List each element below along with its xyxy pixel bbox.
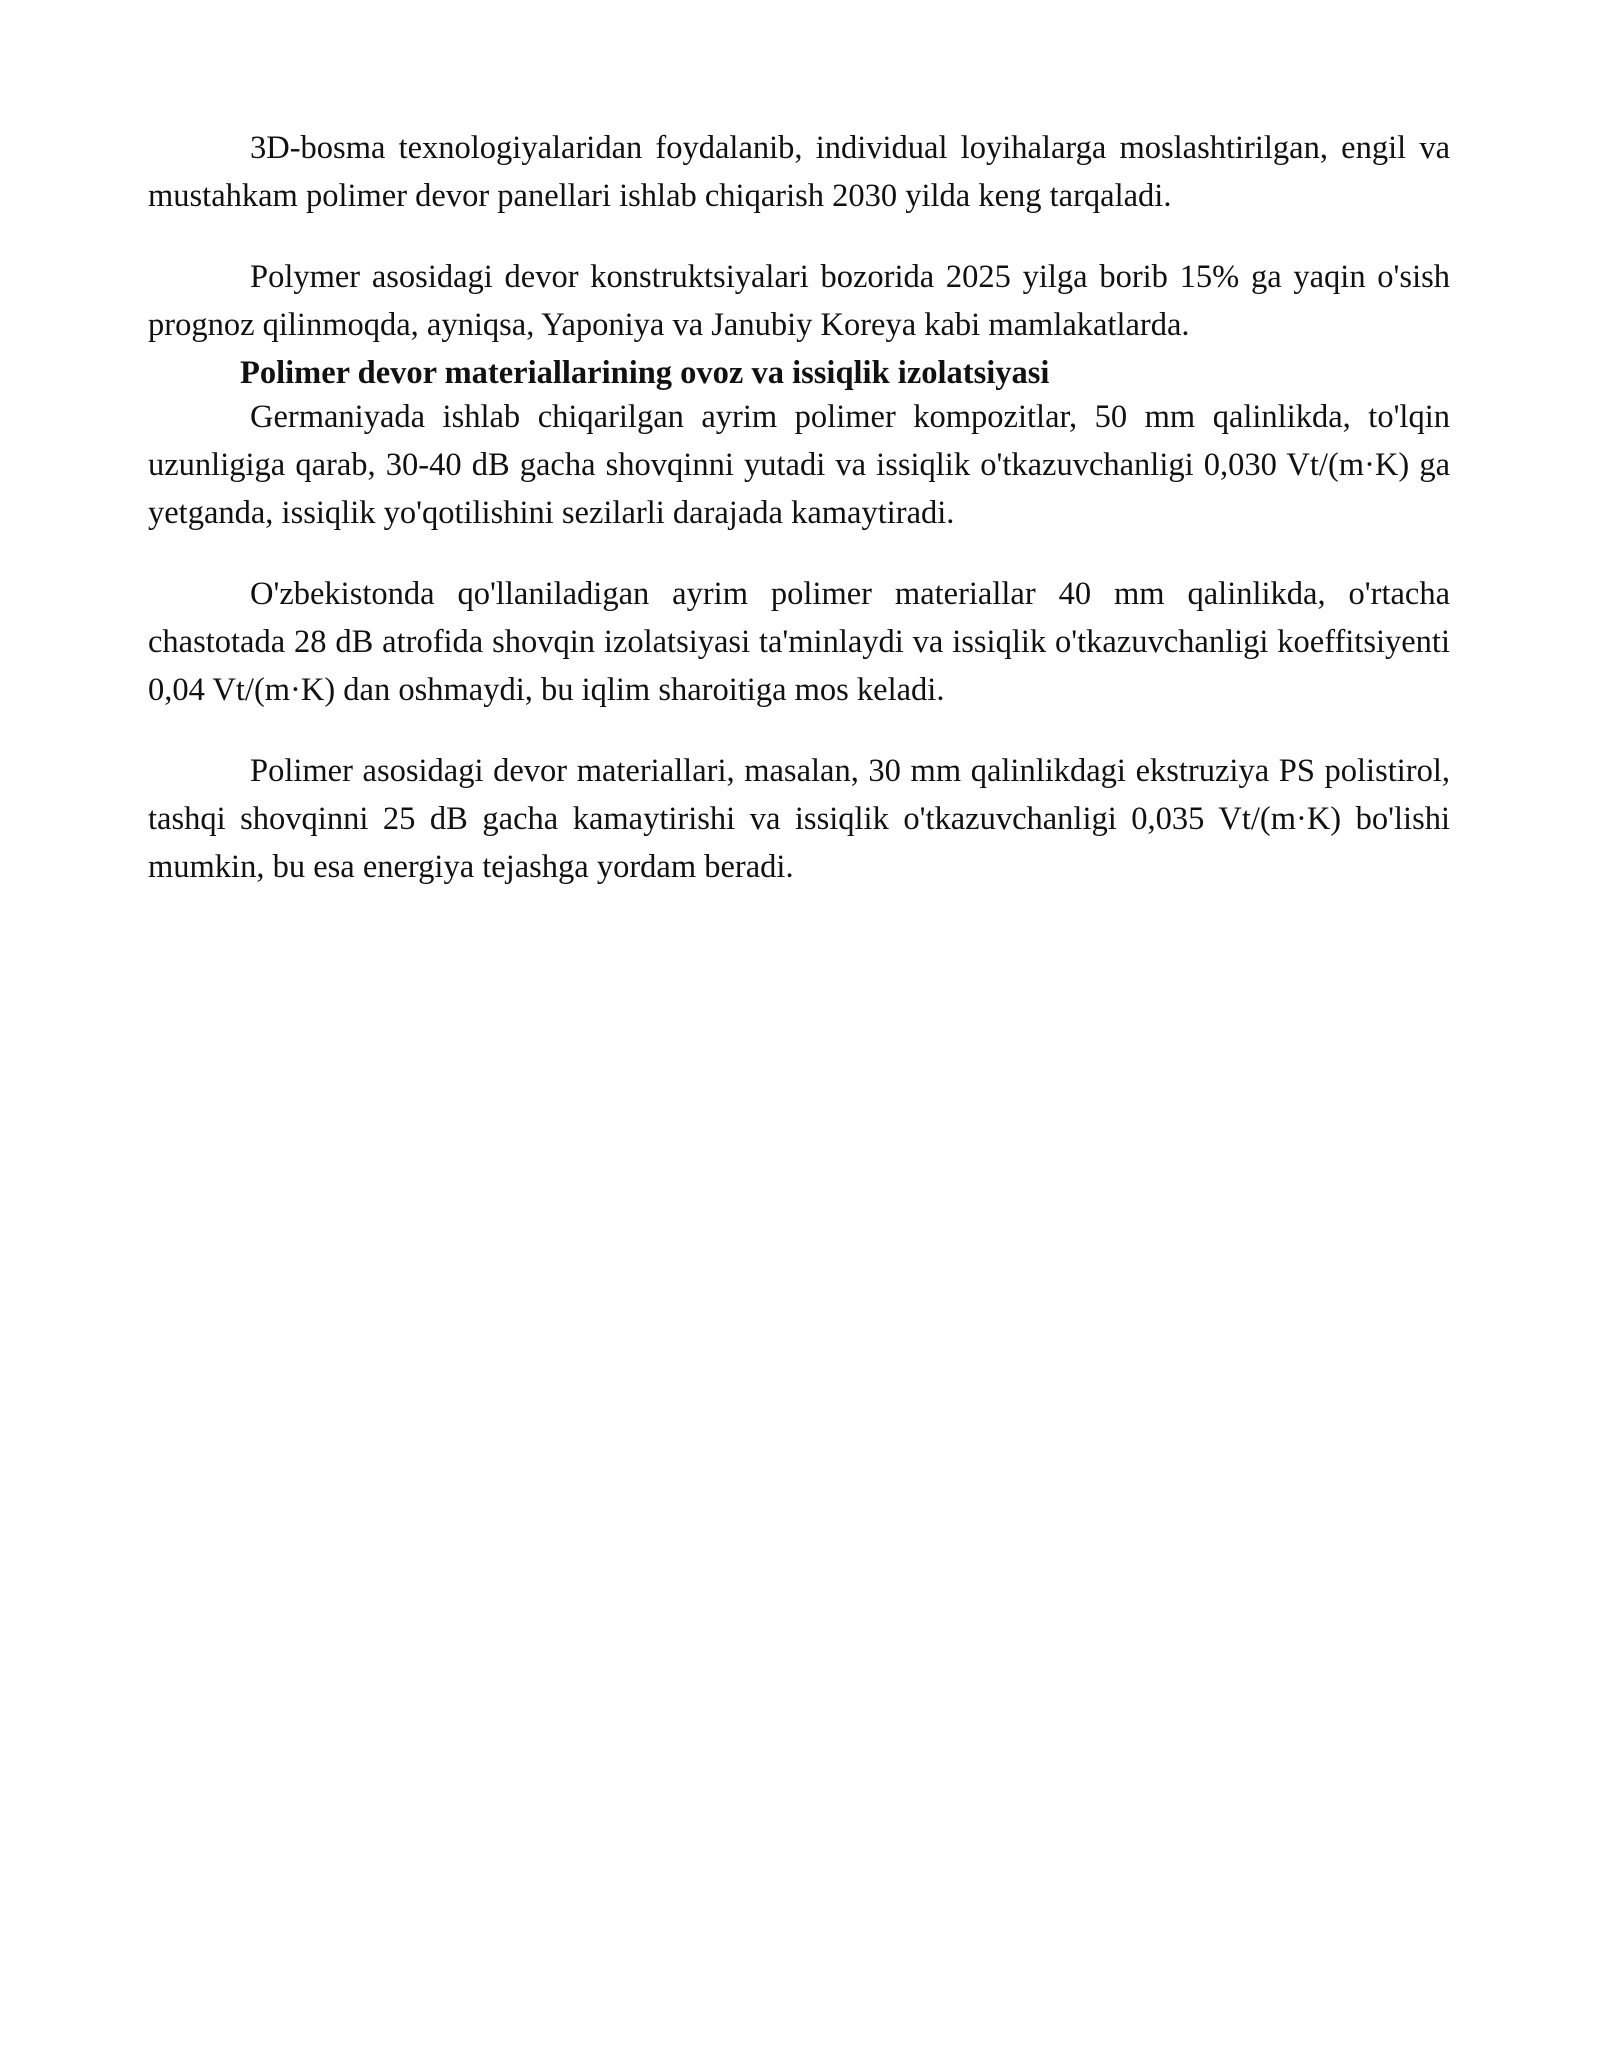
paragraph-polystyrene: Polimer asosidagi devor materiallari, masalan, 30 mm qalinlikdagi ekstruziya PS polistirol, tashqi shovqinni 25 dB gacha kamaytirishi va issiqlik o'tkazuvchanligi 0,035 Vt/(m·K) bo'lishi mumkin, bu esa energiya tejashga yordam beradi. bbox=[148, 753, 1450, 885]
paragraph-germany: Germaniyada ishlab chiqarilgan ayrim polimer kompozitlar, 50 mm qalinlikda, to'lqin uzunligiga qarab, 30-40 dB gacha shovqinni yutadi va issiqlik o'tkazuvchanligi 0,030 Vt/(m·K) ga yetganda, issiqlik yo'qotilishini sezilarli darajada kamaytiradi. bbox=[148, 399, 1450, 531]
paragraph-uzbekistan: O'zbekistonda qo'llaniladigan ayrim polimer materiallar 40 mm qalinlikda, o'rtacha chastotada 28 dB atrofida shovqin izolatsiyasi ta'minlaydi va issiqlik o'tkazuvchanligi koeffitsiyenti 0,04 Vt/(m·K) dan oshmaydi, bu iqlim sharoitiga mos keladi. bbox=[148, 576, 1450, 708]
section-heading: Polimer devor materiallarining ovoz va issiqlik izolatsiyasi bbox=[240, 355, 1050, 391]
document-body bbox=[148, 124, 1450, 891]
paragraph-market-forecast: Polymer asosidagi devor konstruktsiyalari bozorida 2025 yilga borib 15% ga yaqin o'sish prognoz qilinmoqda, ayniqsa, Yaponiya va Janubiy Koreya kabi mamlakatlarda. bbox=[148, 259, 1450, 343]
paragraph-3d-printing: 3D-bosma texnologiyalaridan foydalanib, individual loyihalarga moslashtirilgan, engil va mustahkam polimer devor panellari ishlab chiqarish 2030 yilda keng tarqaladi. bbox=[148, 130, 1450, 214]
